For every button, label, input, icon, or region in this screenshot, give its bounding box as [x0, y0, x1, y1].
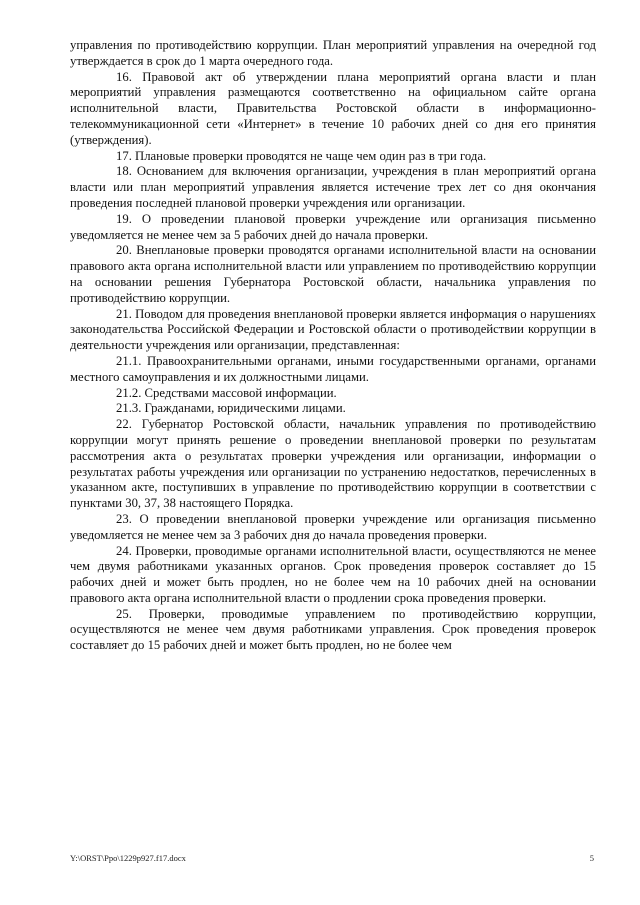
paragraph-24: 24. Проверки, проводимые органами исполнительной власти, осуществляются не менее чем двумя работниками указанных органов. Срок проведения проверок составляет до 15 рабочих дней и может быть продлен, но не более чем на 10 рабочих дней на основании правового акта органа исполнительной власти о продлении срока проведения проверки. — [70, 543, 596, 605]
paragraph-continuation: управления по противодействию коррупции. План мероприятий управления на очередной год утверждается в срок до 1 марта очередного года. — [70, 38, 596, 68]
paragraph-22: 22. Губернатор Ростовской области, начальник управления по противодействию коррупции могут принять решение о проведении внеплановой проверки по результатам рассмотрения акта о результатах проверки учреждения или организации, информации о результатах работы учреждения или организации по устранению недостатков, перечисленных в указанном акте, поступивших в управление по противодействию коррупции в соответствии с пунктами 30, 37, 38 настоящего Порядка. — [70, 417, 596, 511]
document-page — [70, 38, 596, 654]
paragraph-21-3: 21.3. Гражданами, юридическими лицами. — [116, 401, 346, 416]
paragraph-19: 19. О проведении плановой проверки учреждение или организация письменно уведомляется не менее чем за 5 рабочих дней до начала проверки. — [70, 211, 596, 242]
paragraph-21-2: 21.2. Средствами массовой информации. — [116, 385, 337, 400]
paragraph-21: 21. Поводом для проведения внеплановой проверки является информация о нарушениях законодательства Российской Федерации и Ростовской области о противодействии коррупции в деятельности учреждения или организации, представленная: — [70, 306, 596, 353]
page-number: 5 — [589, 853, 594, 863]
paragraph-21-1: 21.1. Правоохранительными органами, иными государственными органами, органами местного самоуправления и их должностными лицами. — [70, 353, 596, 384]
paragraph-20: 20. Внеплановые проверки проводятся органами исполнительной власти на основании правового акта органа исполнительной власти или управлением по противодействию коррупции на основании решения Губернатора Ростовской области, начальника управления по противодействию коррупции. — [70, 243, 596, 305]
paragraph-23: 23. О проведении внеплановой проверки учреждение или организация письменно уведомляется не менее чем за 3 рабочих дня до начала проведения проверки. — [70, 511, 596, 542]
page-footer — [70, 853, 594, 863]
paragraph-17: 17. Плановые проверки проводятся не чаще чем один раз в три года. — [116, 148, 487, 163]
paragraph-18: 18. Основанием для включения организации, учреждения в план мероприятий органа власти или план мероприятий управления является истечение трех лет со дня окончания проведения последней плановой проверки учреждения или организации. — [70, 164, 596, 210]
footer-file-path: Y:\ORST\Ppo\1229p927.f17.docx — [70, 853, 186, 863]
paragraph-25: 25. Проверки, проводимые управлением по противодействию коррупции, осуществляются не менее чем двумя работниками управления. Срок проведения проверок составляет до 15 рабочих дней и может быть продлен, но не более чем — [70, 606, 596, 653]
paragraph-16: 16. Правовой акт об утверждении плана мероприятий органа власти и план мероприятий управления размещаются соответственно на официальном сайте органа исполнительной власти, Правительства Ростовской области в информационно-телекоммуникационной сети «Интернет» в течение 10 рабочих дней со дня его принятия (утверждения). — [70, 69, 596, 147]
